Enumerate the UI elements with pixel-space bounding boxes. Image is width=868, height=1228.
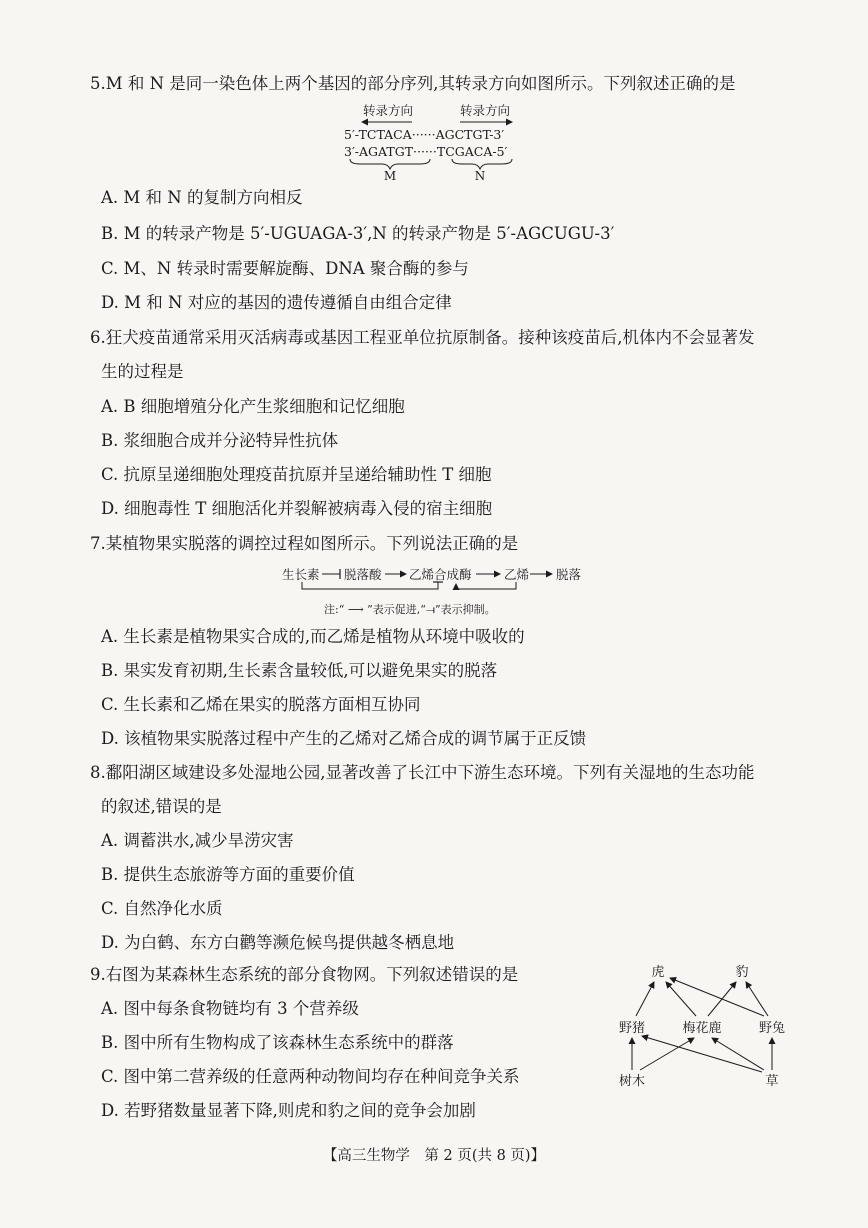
food-web-figure bbox=[608, 958, 798, 1090]
dna-strand-bottom: 3′-AGATGT······TCGACA-5′ bbox=[344, 144, 508, 159]
brace-m-icon bbox=[350, 159, 430, 169]
edge-tree-deer bbox=[640, 1038, 694, 1070]
question-6-stem-line1: 6.狂犬疫苗通常采用灭活病毒或基因工程亚单位抗原制备。接种该疫苗后,机体内不会显著发 bbox=[90, 328, 755, 347]
ethylene-feedback-loop-icon bbox=[456, 582, 516, 589]
page-footer: 【高三生物学 第 2 页(共 8 页)】 bbox=[322, 1148, 546, 1164]
node-boar: 野猪 bbox=[618, 1021, 646, 1036]
node-leopard: 豹 bbox=[735, 965, 749, 980]
gene-m-label: M bbox=[383, 169, 397, 182]
q6-option-c: C. 抗原呈递细胞处理疫苗抗原并呈递给辅助性 T 细胞 bbox=[101, 465, 492, 484]
node-auxin: 生长素 bbox=[282, 567, 320, 582]
q9-option-a: A. 图中每条食物链均有 3 个营养级 bbox=[101, 999, 359, 1018]
q5-option-d: D. M 和 N 对应的基因的遗传遵循自由组合定律 bbox=[101, 293, 452, 312]
dna-strand-top: 5′-TCTACA······AGCTGT-3′ bbox=[344, 127, 505, 142]
q8-option-a: A. 调蓄洪水,减少旱涝灾害 bbox=[101, 831, 294, 850]
node-deer: 梅花鹿 bbox=[682, 1021, 722, 1036]
question-6-stem-line2: 生的过程是 bbox=[101, 362, 184, 381]
brace-n-icon bbox=[452, 159, 512, 169]
transcription-direction-right-label: 转录方向 bbox=[459, 103, 511, 118]
q6-option-b: B. 浆细胞合成并分泌特异性抗体 bbox=[101, 431, 339, 450]
q7-option-c: C. 生长素和乙烯在果实的脱落方面相互协同 bbox=[101, 695, 421, 714]
q8-option-d: D. 为白鹤、东方白鹳等濒危候鸟提供越冬栖息地 bbox=[101, 933, 455, 952]
q5-option-a: A. M 和 N 的复制方向相反 bbox=[101, 188, 303, 207]
q8-option-b: B. 提供生态旅游等方面的重要价值 bbox=[101, 865, 355, 884]
question-9-stem: 9.右图为某森林生态系统的部分食物网。下列叙述错误的是 bbox=[90, 965, 519, 984]
edge-grass-boar bbox=[642, 1036, 762, 1072]
q8-option-c: C. 自然净化水质 bbox=[101, 899, 223, 918]
node-hare: 野兔 bbox=[758, 1021, 786, 1036]
question-7-stem: 7.某植物果实脱落的调控过程如图所示。下列说法正确的是 bbox=[90, 534, 519, 553]
question-8-stem-line1: 8.鄱阳湖区域建设多处湿地公园,显著改善了长江中下游生态环境。下列有关湿地的生态功能 bbox=[90, 763, 755, 782]
gene-n-label: N bbox=[474, 169, 486, 182]
q6-option-a: A. B 细胞增殖分化产生浆细胞和记忆细胞 bbox=[101, 397, 405, 416]
question-5-stem: 5.M 和 N 是同一染色体上两个基因的部分序列,其转录方向如图所示。下列叙述正确的是 bbox=[90, 74, 736, 93]
node-abscisic-acid: 脱落酸 bbox=[344, 567, 382, 582]
node-ethylene-synthase: 乙烯合成酶 bbox=[409, 567, 472, 582]
q9-option-c: C. 图中第二营养级的任意两种动物间均存在种间竞争关系 bbox=[101, 1067, 520, 1086]
inhibit-auxin-enzyme-loop-icon bbox=[302, 582, 438, 589]
node-tiger: 虎 bbox=[651, 965, 665, 980]
q7-option-b: B. 果实发育初期,生长素含量较低,可以避免果实的脱落 bbox=[101, 661, 498, 680]
node-grass: 草 bbox=[765, 1074, 779, 1089]
q5-option-c: C. M、N 转录时需要解旋酶、DNA 聚合酶的参与 bbox=[101, 259, 469, 278]
node-abscission: 脱落 bbox=[556, 567, 582, 582]
q9-option-b: B. 图中所有生物构成了该森林生态系统中的群落 bbox=[101, 1033, 454, 1052]
edge-hare-tiger bbox=[670, 978, 764, 1016]
question-8-stem-line2: 的叙述,错误的是 bbox=[101, 797, 222, 816]
hormone-regulation-figure bbox=[278, 560, 598, 622]
node-ethylene: 乙烯 bbox=[504, 567, 530, 582]
edge-hare-leopard bbox=[746, 982, 768, 1016]
q5-option-b: B. M 的转录产物是 5′-UGUAGA-3′,N 的转录产物是 5′-AGCUGU-3′ bbox=[101, 224, 615, 243]
q6-option-d: D. 细胞毒性 T 细胞活化并裂解被病毒入侵的宿主细胞 bbox=[101, 499, 493, 518]
edge-boar-tiger bbox=[636, 982, 654, 1016]
hormone-figure-note: 注:“ ⟶ ”表示促进,“⟞”表示抑制。 bbox=[324, 603, 496, 616]
edge-deer-leopard bbox=[708, 982, 736, 1016]
dna-sequence-figure bbox=[330, 100, 560, 182]
node-tree: 树木 bbox=[618, 1074, 646, 1089]
q7-option-a: A. 生长素是植物果实合成的,而乙烯是植物从环境中吸收的 bbox=[101, 627, 525, 646]
q7-option-d: D. 该植物果实脱落过程中产生的乙烯对乙烯合成的调节属于正反馈 bbox=[101, 729, 587, 748]
q9-option-d: D. 若野猪数量显著下降,则虎和豹之间的竞争会加剧 bbox=[101, 1101, 476, 1120]
transcription-direction-left-label: 转录方向 bbox=[362, 103, 414, 118]
